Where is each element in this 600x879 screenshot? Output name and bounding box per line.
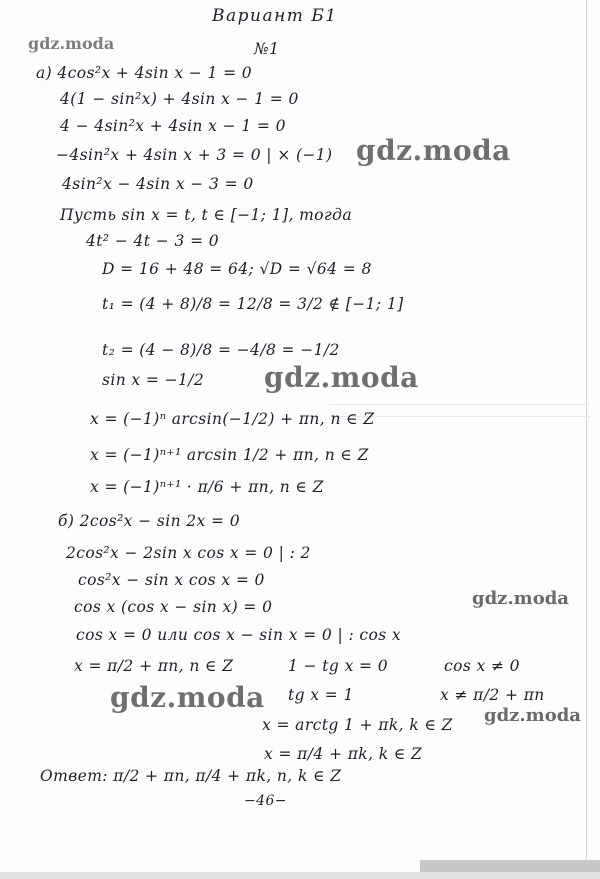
- solution-line: 1 − tg x = 0: [288, 657, 389, 675]
- solution-line: cos²x − sin x cos x = 0: [78, 571, 265, 589]
- solution-line: sin x = −1/2: [102, 371, 205, 389]
- solution-line: x ≠ π/2 + πn: [440, 686, 545, 704]
- solution-line: cos x = 0 или cos x − sin x = 0 | : cos x: [76, 626, 402, 644]
- solution-line: 4t² − 4t − 3 = 0: [86, 232, 220, 250]
- solution-line: t₂ = (4 − 8)/8 = −4/8 = −1/2: [102, 341, 340, 359]
- answer-line: Ответ: π/2 + πn, π/4 + πk, n, k ∈ Z: [40, 767, 342, 785]
- paper-edge: [586, 0, 587, 879]
- page-number: −46−: [244, 793, 287, 809]
- solution-line: б) 2cos²x − sin 2x = 0: [58, 512, 240, 530]
- solution-line: Пусть sin x = t, t ∈ [−1; 1], тогда: [60, 206, 353, 224]
- solution-line: cos x ≠ 0: [444, 657, 520, 675]
- solution-line: x = π/4 + πk, k ∈ Z: [264, 745, 423, 763]
- solution-line: x = (−1)ⁿ⁺¹ arcsin 1/2 + πn, n ∈ Z: [90, 446, 369, 464]
- task-number: №1: [254, 40, 280, 58]
- solution-line: cos x (cos x − sin x) = 0: [74, 598, 273, 616]
- faint-line: [330, 404, 590, 405]
- solution-line: x = (−1)ⁿ⁺¹ · π/6 + πn, n ∈ Z: [90, 478, 324, 496]
- watermark: gdz.moda: [356, 134, 511, 167]
- solution-line: x = (−1)ⁿ arcsin(−1/2) + πn, n ∈ Z: [90, 410, 375, 428]
- watermark: gdz.moda: [28, 34, 115, 53]
- solution-line: D = 16 + 48 = 64; √D = √64 = 8: [102, 260, 372, 278]
- solution-line: x = π/2 + πn, n ∈ Z: [74, 657, 234, 675]
- solution-line: 4sin²x − 4sin x − 3 = 0: [62, 175, 254, 193]
- scan-shadow: [0, 872, 600, 879]
- watermark: gdz.moda: [484, 705, 581, 726]
- solution-line: 4(1 − sin²x) + 4sin x − 1 = 0: [60, 90, 299, 108]
- watermark: gdz.moda: [110, 681, 265, 714]
- solution-line: x = arctg 1 + πk, k ∈ Z: [262, 716, 453, 734]
- solution-line: а) 4cos²x + 4sin x − 1 = 0: [36, 64, 253, 82]
- variant-title: Вариант Б1: [212, 6, 338, 26]
- solution-line: 2cos²x − 2sin x cos x = 0 | : 2: [66, 544, 311, 562]
- solution-line: −4sin²x + 4sin x + 3 = 0 | × (−1): [56, 146, 333, 164]
- solution-line: tg x = 1: [288, 686, 354, 704]
- solution-line: 4 − 4sin²x + 4sin x − 1 = 0: [60, 117, 286, 135]
- solution-line: t₁ = (4 + 8)/8 = 12/8 = 3/2 ∉ [−1; 1]: [102, 295, 404, 313]
- watermark: gdz.moda: [264, 361, 419, 394]
- watermark: gdz.moda: [472, 588, 569, 609]
